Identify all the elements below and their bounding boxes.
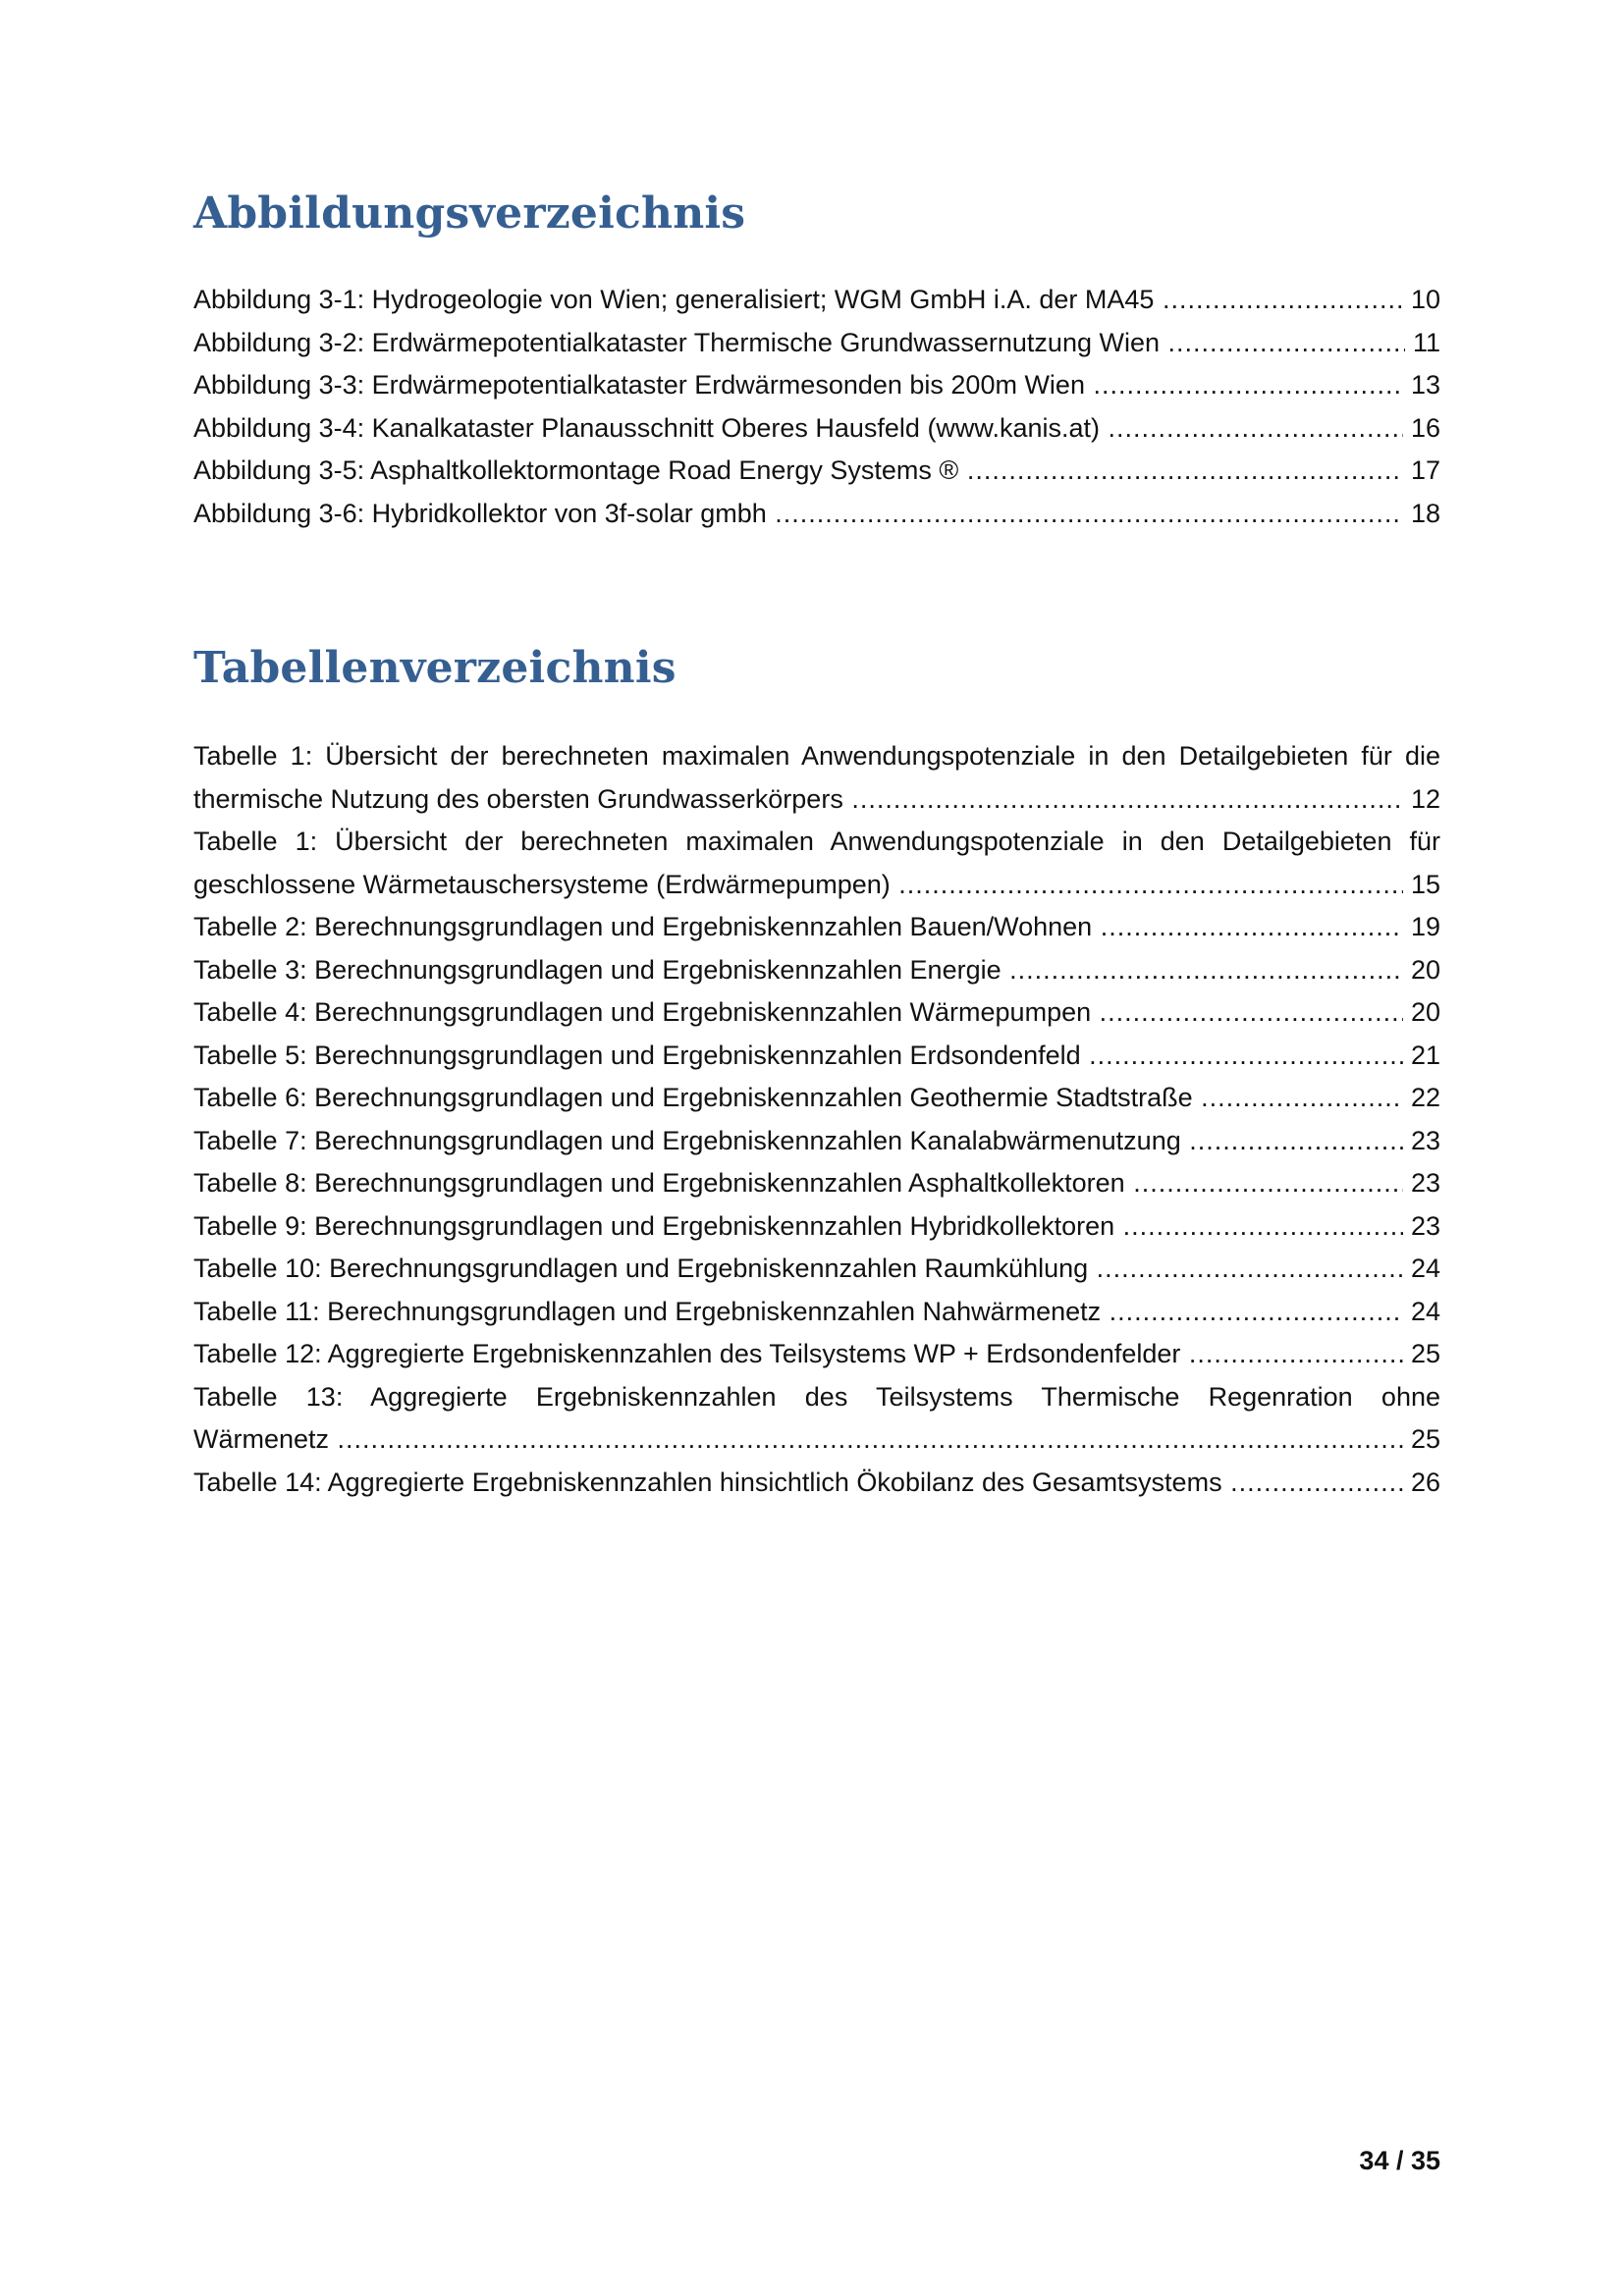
toc-entry-page-number: 22 xyxy=(1410,1083,1440,1112)
toc-entry-row xyxy=(193,1162,1440,1205)
toc-entry-row xyxy=(193,949,1440,992)
toc-entry-title: Tabelle 12: Aggregierte Ergebniskennzahlen des Teilsystems WP + Erdsondenfelder ..... xyxy=(193,1333,1403,1376)
page-number: 34 / 35 xyxy=(1359,2146,1440,2175)
toc-entry-row xyxy=(193,322,1440,365)
table-toc-entry[interactable] xyxy=(193,1205,1440,1249)
toc-entry-row xyxy=(193,1462,1440,1505)
table-toc-entry[interactable] xyxy=(193,1162,1440,1205)
toc-entry-title: Tabelle 8: Berechnungsgrundlagen und Ergebniskennzahlen Asphaltkollektoren ..... xyxy=(193,1162,1403,1205)
table-toc-entry[interactable] xyxy=(193,1077,1440,1120)
toc-entry-page-number: 21 xyxy=(1410,1040,1440,1070)
toc-entry-row xyxy=(193,1120,1440,1163)
toc-entry-row xyxy=(193,1333,1440,1376)
toc-entry-title: Tabelle 4: Berechnungsgrundlagen und Ergebniskennzahlen Wärmepumpen ..... xyxy=(193,991,1403,1035)
toc-entry-row xyxy=(193,1248,1440,1291)
table-toc-entry[interactable] xyxy=(193,991,1440,1035)
toc-entry-title-line: Tabelle 13: Aggregierte Ergebniskennzahlen des Teilsystems Thermische Regenration ohne xyxy=(193,1381,1440,1412)
toc-entry-row xyxy=(193,279,1440,322)
toc-entry-title: Tabelle 7: Berechnungsgrundlagen und Ergebniskennzahlen Kanalabwärmenutzung ..... xyxy=(193,1120,1403,1163)
toc-entry-title: Tabelle 14: Aggregierte Ergebniskennzahlen hinsichtlich Ökobilanz des Gesamtsystems ..... xyxy=(193,1462,1403,1505)
table-toc-entry[interactable] xyxy=(193,1333,1440,1376)
toc-entry-page-number: 20 xyxy=(1410,954,1440,985)
table-toc-entry[interactable] xyxy=(193,1035,1440,1078)
toc-entry-row xyxy=(193,991,1440,1035)
toc-entry-page-number: 16 xyxy=(1410,412,1440,443)
toc-entry-page-number: 13 xyxy=(1410,370,1440,400)
toc-entry-title: Tabelle 2: Berechnungsgrundlagen und Ergebniskennzahlen Bauen/Wohnen ..... xyxy=(193,906,1403,949)
toc-entry-title: Tabelle 3: Berechnungsgrundlagen und Ergebniskennzahlen Energie ..... xyxy=(193,949,1403,992)
toc-entry-title: Abbildung 3-5: Asphaltkollektormontage Road Energy Systems ® ..... xyxy=(193,450,1403,493)
table-toc-entry[interactable] xyxy=(193,821,1440,906)
toc-entry-page-number: 23 xyxy=(1410,1210,1440,1241)
toc-entry-page-number: 20 xyxy=(1410,997,1440,1027)
toc-entry-title: Tabelle 11: Berechnungsgrundlagen und Ergebniskennzahlen Nahwärmenetz ..... xyxy=(193,1291,1403,1334)
toc-entry-row xyxy=(193,1077,1440,1120)
toc-entry-page-number: 25 xyxy=(1410,1424,1440,1454)
toc-entry-page-number: 26 xyxy=(1410,1467,1440,1497)
table-toc-entry[interactable] xyxy=(193,735,1440,821)
table-toc-entry[interactable] xyxy=(193,1291,1440,1334)
toc-entry-row xyxy=(193,906,1440,949)
toc-entry-title: Tabelle 9: Berechnungsgrundlagen und Ergebniskennzahlen Hybridkollektoren ..... xyxy=(193,1205,1403,1249)
figure-toc-entry[interactable] xyxy=(193,364,1440,407)
toc-entry-page-number: 10 xyxy=(1410,285,1440,314)
toc-entry-page-number: 24 xyxy=(1410,1254,1440,1283)
toc-entry-title: Tabelle 10: Berechnungsgrundlagen und Ergebniskennzahlen Raumkühlung ..... xyxy=(193,1248,1403,1291)
toc-entry-page-number: 15 xyxy=(1410,869,1440,899)
toc-entry-title: Abbildung 3-6: Hybridkollektor von 3f-solar gmbh ..... xyxy=(193,493,1403,536)
toc-entry-page-number: 23 xyxy=(1410,1125,1440,1155)
list-of-tables xyxy=(193,735,1440,1504)
toc-entry-row xyxy=(193,864,1440,907)
toc-entry-page-number: 19 xyxy=(1410,912,1440,941)
toc-entry-title: Abbildung 3-1: Hydrogeologie von Wien; generalisiert; WGM GmbH i.A. der MA45 ..... xyxy=(193,279,1403,322)
toc-entry-title: Tabelle 6: Berechnungsgrundlagen und Ergebniskennzahlen Geothermie Stadtstraße ..... xyxy=(193,1077,1403,1120)
figure-toc-entry[interactable] xyxy=(193,279,1440,322)
figure-toc-entry[interactable] xyxy=(193,493,1440,536)
list-of-tables-heading: Tabellenverzeichnis xyxy=(193,643,677,693)
toc-entry-title: Wärmenetz ..... xyxy=(193,1418,1403,1462)
toc-entry-page-number: 25 xyxy=(1410,1339,1440,1368)
figure-toc-entry[interactable] xyxy=(193,407,1440,451)
toc-entry-page-number: 24 xyxy=(1410,1296,1440,1326)
toc-entry-row xyxy=(193,450,1440,493)
toc-entry-title: Abbildung 3-4: Kanalkataster Planausschnitt Oberes Hausfeld (www.kanis.at) ..... xyxy=(193,407,1403,451)
toc-entry-title-line: Tabelle 1: Übersicht der berechneten maximalen Anwendungspotenziale in den Detailgebieten für xyxy=(193,827,1440,856)
toc-entry-page-number: 23 xyxy=(1410,1168,1440,1198)
toc-entry-page-number: 18 xyxy=(1410,498,1440,528)
table-toc-entry[interactable] xyxy=(193,1248,1440,1291)
toc-entry-page-number: 11 xyxy=(1412,327,1440,357)
toc-entry-title-line: Tabelle 1: Übersicht der berechneten maximalen Anwendungspotenziale in den Detailgebieten für die xyxy=(193,741,1440,771)
toc-entry-title: thermische Nutzung des obersten Grundwasserkörpers ..... xyxy=(193,778,1403,822)
table-toc-entry[interactable] xyxy=(193,949,1440,992)
toc-entry-page-number: 17 xyxy=(1410,455,1440,485)
toc-entry-page-number: 12 xyxy=(1410,783,1440,814)
toc-entry-row xyxy=(193,778,1440,822)
toc-entry-row xyxy=(193,1291,1440,1334)
toc-entry-title: Tabelle 5: Berechnungsgrundlagen und Ergebniskennzahlen Erdsondenfeld ..... xyxy=(193,1035,1403,1078)
figure-toc-entry[interactable] xyxy=(193,450,1440,493)
table-toc-entry[interactable] xyxy=(193,906,1440,949)
toc-entry-row xyxy=(193,1205,1440,1249)
toc-entry-row xyxy=(193,1418,1440,1462)
toc-entry-title: Abbildung 3-3: Erdwärmepotentialkataster Erdwärmesonden bis 200m Wien ..... xyxy=(193,364,1403,407)
toc-entry-row xyxy=(193,1035,1440,1078)
toc-entry-title: geschlossene Wärmetauschersysteme (Erdwärmepumpen) ..... xyxy=(193,864,1403,907)
toc-entry-row xyxy=(193,407,1440,451)
toc-entry-row xyxy=(193,364,1440,407)
figure-toc-entry[interactable] xyxy=(193,322,1440,365)
list-of-figures-heading: Abbildungsverzeichnis xyxy=(193,188,746,239)
table-toc-entry[interactable] xyxy=(193,1120,1440,1163)
toc-entry-title: Abbildung 3-2: Erdwärmepotentialkataster Thermische Grundwassernutzung Wien ..... xyxy=(193,322,1405,365)
table-toc-entry[interactable] xyxy=(193,1462,1440,1505)
list-of-figures xyxy=(193,279,1440,535)
toc-entry-row xyxy=(193,493,1440,536)
table-toc-entry[interactable] xyxy=(193,1376,1440,1462)
